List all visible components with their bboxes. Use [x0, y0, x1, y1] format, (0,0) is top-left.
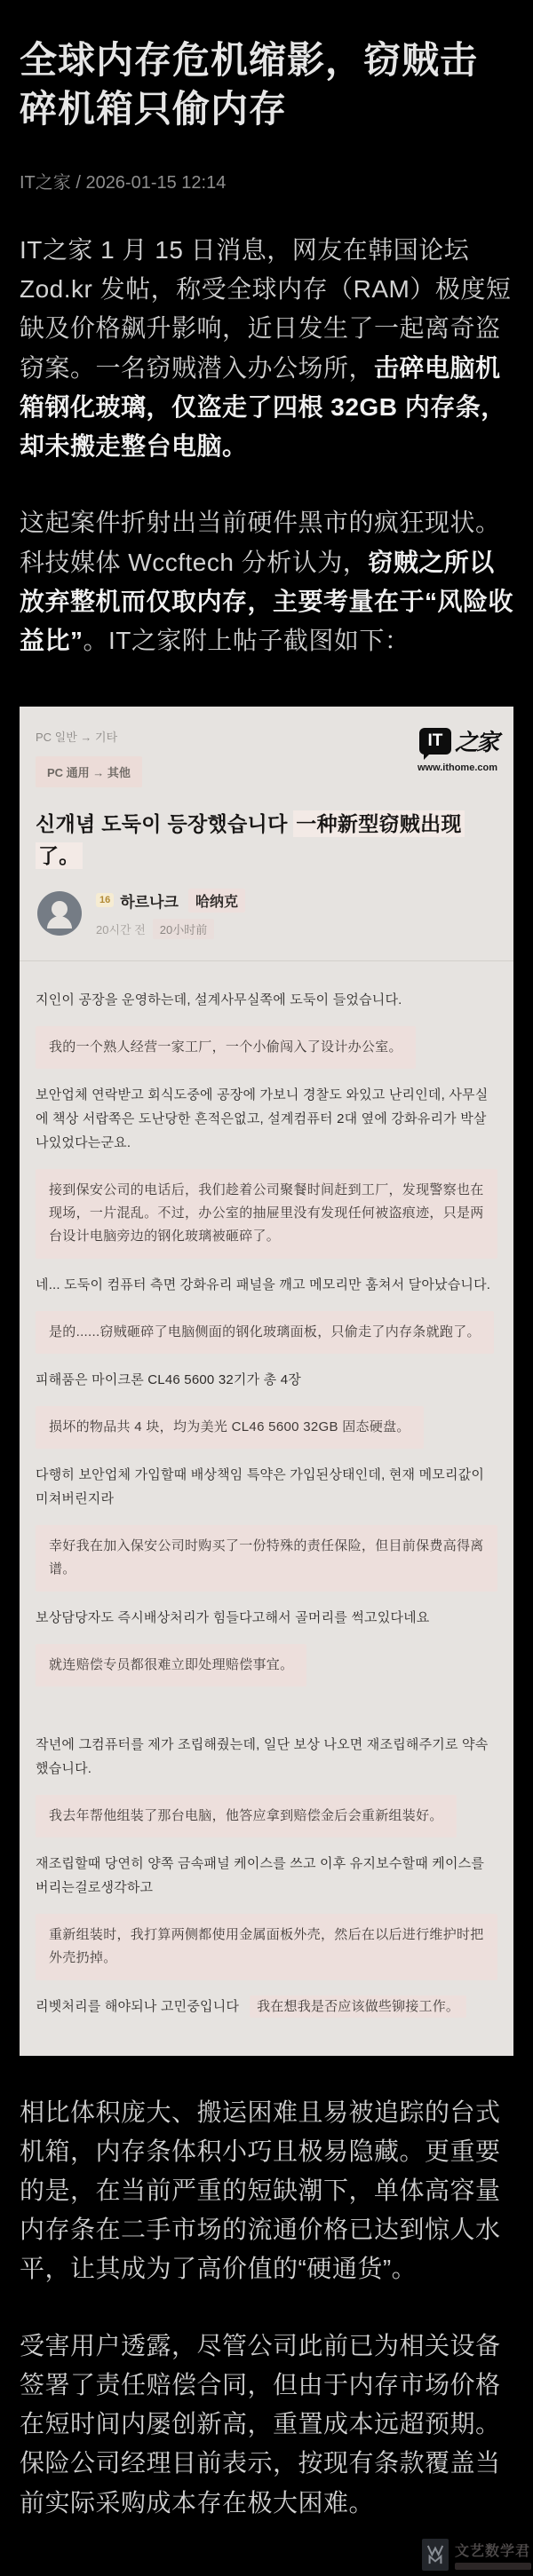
highlighted-text-segment: 一种新型窃贼出现了。	[36, 810, 465, 869]
post-line-chinese-translation: 我去年帮他组装了那台电脑，他答应拿到赔偿金后会重新组装好。	[36, 1795, 457, 1837]
author-name-row	[96, 889, 245, 913]
article-title: 全球内存危机缩影，窃贼击碎机箱只偷内存	[20, 39, 479, 130]
article-byline: IT之家 / 2026-01-15 12:14	[20, 172, 227, 193]
post-breadcrumbs	[36, 724, 142, 787]
post-time-row	[96, 919, 245, 939]
post-body	[36, 988, 497, 2019]
post-line-chinese-translation: 就连赔偿专员都很难立即处理赔偿事宜。	[36, 1644, 306, 1687]
post-line-mixed	[36, 1995, 497, 2019]
post-line-korean: 네... 도둑이 컴퓨터 측면 강화유리 패널을 깨고 메모리만 훔쳐서 달아났습니다.	[36, 1276, 491, 1292]
ithome-logo	[418, 724, 497, 773]
breadcrumb-korean: PC 일반 → 기타	[36, 731, 118, 745]
watermark-logo-icon	[422, 2539, 449, 2571]
avatar	[36, 889, 84, 937]
author-name-korean: 하르나크	[120, 893, 179, 911]
post-line-korean: 리벳처리를 해야되나 고민중입니다	[36, 1998, 240, 2014]
post-line-korean: 재조립할때 당연히 양쪽 금속패널 케이스를 쓰고 이후 유지보수할때 케이스를 버리는걸로생각하고	[36, 1856, 485, 1895]
article-paragraph-4: 受害用户透露，尽管公司此前已为相关设备签署了责任赔偿合同，但由于内存市场价格在短时间内屡创新高，重置成本远超预期。保险公司经理目前表示，按现有条款覆盖当前实际采购成本存在极大困难。	[20, 2331, 501, 2517]
article-paragraph-3: 相比体积庞大、搬运困难且易被追踪的台式机箱，内存条体积小巧且极易隐藏。更重要的是，在当前严重的短缺潮下，单体高容量内存条在二手市场的流通价格已达到惊人水平，让其成为了高价值的“硬通货”。	[20, 2098, 501, 2283]
post-line-korean: 작년에 그컴퓨터를 제가 조립해줬는데, 일단 보상 나오면 재조립해주기로 약속했습니다.	[36, 1736, 489, 1776]
post-line-korean: 지인이 공장을 운영하는데, 설계사무실쪽에 도둑이 들었습니다.	[36, 992, 402, 1007]
post-line-korean: 보상담당자도 즉시배상처리가 힘들다고해서 골머리를 썩고있다네요	[36, 1609, 430, 1625]
author-meta	[96, 889, 245, 939]
post-screenshot-card	[20, 707, 513, 2055]
post-line-korean: 보안업체 연락받고 회식도중에 공장에 가보니 경찰도 와있고 난리인데, 사무실에 책상 서랍쪽은 도난당한 흔적은없고, 설계컴퓨터 2대 옆에 강화유리가 박살나있었다는군요.	[36, 1087, 489, 1150]
breadcrumb-chinese-translation: PC 通用 → 其他	[36, 756, 142, 787]
post-line-korean: 다행히 보안업체 가입할때 배상책임 특약은 가입된상태인데, 현재 메모리값이 미쳐버린지라	[36, 1467, 485, 1506]
watermark-texts	[455, 2540, 531, 2570]
post-line-chinese-translation: 我在想我是否应该做些铆接工作。	[250, 1995, 466, 2018]
post-line-chinese-translation: 是的......窃贼砸碎了电脑侧面的钢化玻璃面板，只偷走了内存条就跑了。	[36, 1311, 494, 1354]
post-divider	[20, 960, 513, 961]
post-line-chinese-translation: 幸好我在加入保安公司时购买了一份特殊的责任保险，但目前保费高得离谱。	[36, 1525, 497, 1592]
ithome-logo-script: 之家	[454, 730, 497, 757]
article-paragraph-1	[20, 231, 513, 466]
text-segment: 신개념 도둑이 등장했습니다	[36, 812, 294, 836]
watermark-name: 文艺数学君	[455, 2543, 531, 2559]
post-header	[36, 724, 497, 787]
watermark-tagline	[455, 2563, 531, 2570]
watermark	[422, 2539, 531, 2571]
wm-monogram-icon	[426, 2543, 445, 2566]
post-line-korean: 피해품은 마이크론 CL46 5600 32기가 총 4장	[36, 1371, 301, 1387]
post-line-chinese-translation: 我的一个熟人经营一家工厂，一个小偷闯入了设计办公室。	[36, 1026, 416, 1069]
post-line-chinese-translation: 重新组装时，我打算两侧都使用金属面板外壳，然后在以后进行维护时把外壳扔掉。	[36, 1914, 497, 1980]
post-time-korean: 20시간 전	[96, 922, 146, 936]
post-title	[36, 809, 497, 872]
ithome-logo-icon: IT	[419, 728, 451, 755]
post-author-row	[36, 889, 497, 939]
text-segment: 。IT之家附上帖子截图如下：	[83, 626, 410, 654]
author-name-chinese-translation: 哈纳克	[188, 889, 245, 913]
bold-text-segment: 窃贼之所以放弃整机而仅取内存，主要考量在于“风险收益比”	[20, 548, 514, 654]
post-line-chinese-translation: 接到保安公司的电话后，我们趁着公司聚餐时间赶到工厂，发现警察也在现场，一片混乱。不过，办公室的抽屉里没有发现任何被盗痕迹，只是两台设计电脑旁边的钢化玻璃被砸碎了。	[36, 1169, 497, 1259]
article-paragraph-2	[20, 503, 513, 660]
level-badge: 16	[96, 893, 114, 907]
bold-text-segment: 击碎电脑机箱钢化玻璃，仅盗走了四根 32GB 内存条，却未搬走整台电脑。	[20, 353, 506, 461]
person-icon	[36, 889, 84, 937]
ithome-logo-mark	[419, 724, 497, 757]
post-line-chinese-translation: 损坏的物品共 4 块，均为美光 CL46 5600 32GB 固态硬盘。	[36, 1406, 424, 1449]
text-segment: IT之家 1 月 15 日消息，网友在韩国论坛 Zod.kr 发帖，称受全球内存（RAM）极度短缺及价格飙升影响，近日发生了一起离奇盗窃案。一名窃贼潜入办公场所，	[20, 235, 512, 382]
text-segment: 这起案件折射出当前硬件黑市的疯狂现状。科技媒体 Wccftech 分析认为，	[20, 509, 501, 576]
ithome-logo-url: www.ithome.com	[417, 763, 497, 774]
post-time-chinese-translation: 20小时前	[153, 919, 214, 939]
